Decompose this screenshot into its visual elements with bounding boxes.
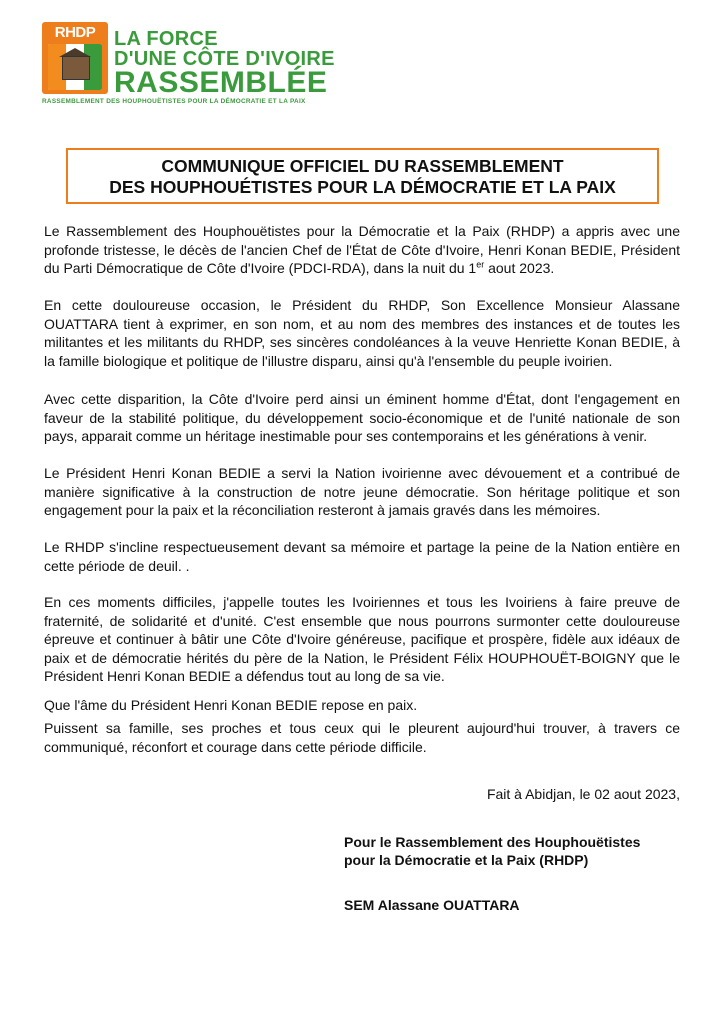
signature-line-2: pour la Démocratie et la Paix (RHDP) — [344, 852, 589, 868]
paragraph-6: En ces moments difficiles, j'appelle toutes les Ivoiriennes et tous les Ivoiriens à faire preuve de fraternité, de solidarité et d'unité. C'est ensemble que nous pourrons surmonter cette douloureuse épreuve et continuer à bâtir une Côte d'Ivoire généreuse, pacifique et prospère, fidèle aux idéaux de paix et de démocratie hérités du père de la Nation, le Président Félix HOUPHOUËT-BOIGNY que le Président Henri Konan BEDIE a défendus tout au long de sa vie. — [44, 594, 680, 684]
logo-slogan-line3: RASSEMBLÉE — [114, 66, 328, 99]
paragraph-3: Avec cette disparition, la Côte d'Ivoire perd ainsi un éminent homme d'État, dont l'engagement en faveur de la stabilité politique, du développement socio-économique et de l'unité nationale de son pays, apparait comme un héritage inestimable pour ses contemporains et les générations à venir. — [44, 391, 680, 444]
title-line-1: COMMUNIQUE OFFICIEL DU RASSEMBLEMENT — [161, 156, 564, 176]
logo-acronym: RHDP — [54, 24, 96, 41]
paragraph-2: En cette douloureuse occasion, le Président du RHDP, Son Excellence Monsieur Alassane OUATTARA tient à exprimer, en son nom, et au nom des membres des instances et de toutes les militantes et les militants du RHDP, ses sincères condoléances à la veuve Henriette Konan BEDIE, à la famille biologique et politique de l'illustre disparu, ainsi qu'à l'ensemble du peuple ivoirien. — [44, 297, 680, 369]
paragraph-8: Puissent sa famille, ses proches et tous ceux qui le pleurent aujourd'hui trouver, à travers ce communiqué, réconfort et courage dans cette période difficile. — [44, 720, 680, 755]
paragraph-5: Le RHDP s'incline respectueusement devant sa mémoire et partage la peine de la Nation entière en cette période de deuil. . — [44, 539, 680, 574]
logo-slogan-line2: D'UNE CÔTE D'IVOIRE — [114, 48, 335, 70]
logo-picture-icon — [48, 44, 102, 90]
ordinal-superscript: er — [476, 259, 485, 270]
paragraph-4: Le Président Henri Konan BEDIE a servi la Nation ivoirienne avec dévouement et a contribué de manière significative à la construction de notre jeune démocratie. Son héritage politique et son engagement pour la paix et la réconciliation resteront à jamais gravés dans les mémoires. — [44, 465, 680, 518]
document-title — [66, 148, 659, 204]
logo-slogan-line1: LA FORCE — [114, 28, 218, 50]
rhdp-logo — [42, 22, 342, 112]
paragraph-1 — [44, 222, 680, 278]
logo-emblem — [42, 22, 108, 94]
signature-line-1: Pour le Rassemblement des Houphouëtistes — [344, 834, 641, 850]
signature-block — [344, 833, 640, 869]
date-line: Fait à Abidjan, le 02 aout 2023, — [486, 786, 680, 802]
logo-subtitle: RASSEMBLEMENT DES HOUPHOUËTISTES POUR LA DÉMOCRATIE ET LA PAIX — [42, 98, 306, 105]
paragraph-1-end: aout 2023. — [484, 260, 555, 276]
signatory-name: SEM Alassane OUATTARA — [344, 897, 520, 913]
paragraph-1-text: Le Rassemblement des Houphouëtistes pour la Démocratie et la Paix (RHDP) a appris avec une profonde tristesse, le décès de l'ancien Chef de l'État de Côte d'Ivoire, Henri Konan BEDIE, Président du Parti Démocratique de Côte d'Ivoire (PDCI-RDA), dans la nuit du 1 — [44, 223, 680, 276]
paragraph-7: Que l'âme du Président Henri Konan BEDIE repose en paix. — [44, 697, 418, 713]
title-line-2: DES HOUPHOUÉTISTES POUR LA DÉMOCRATIE ET LA PAIX — [109, 177, 616, 197]
